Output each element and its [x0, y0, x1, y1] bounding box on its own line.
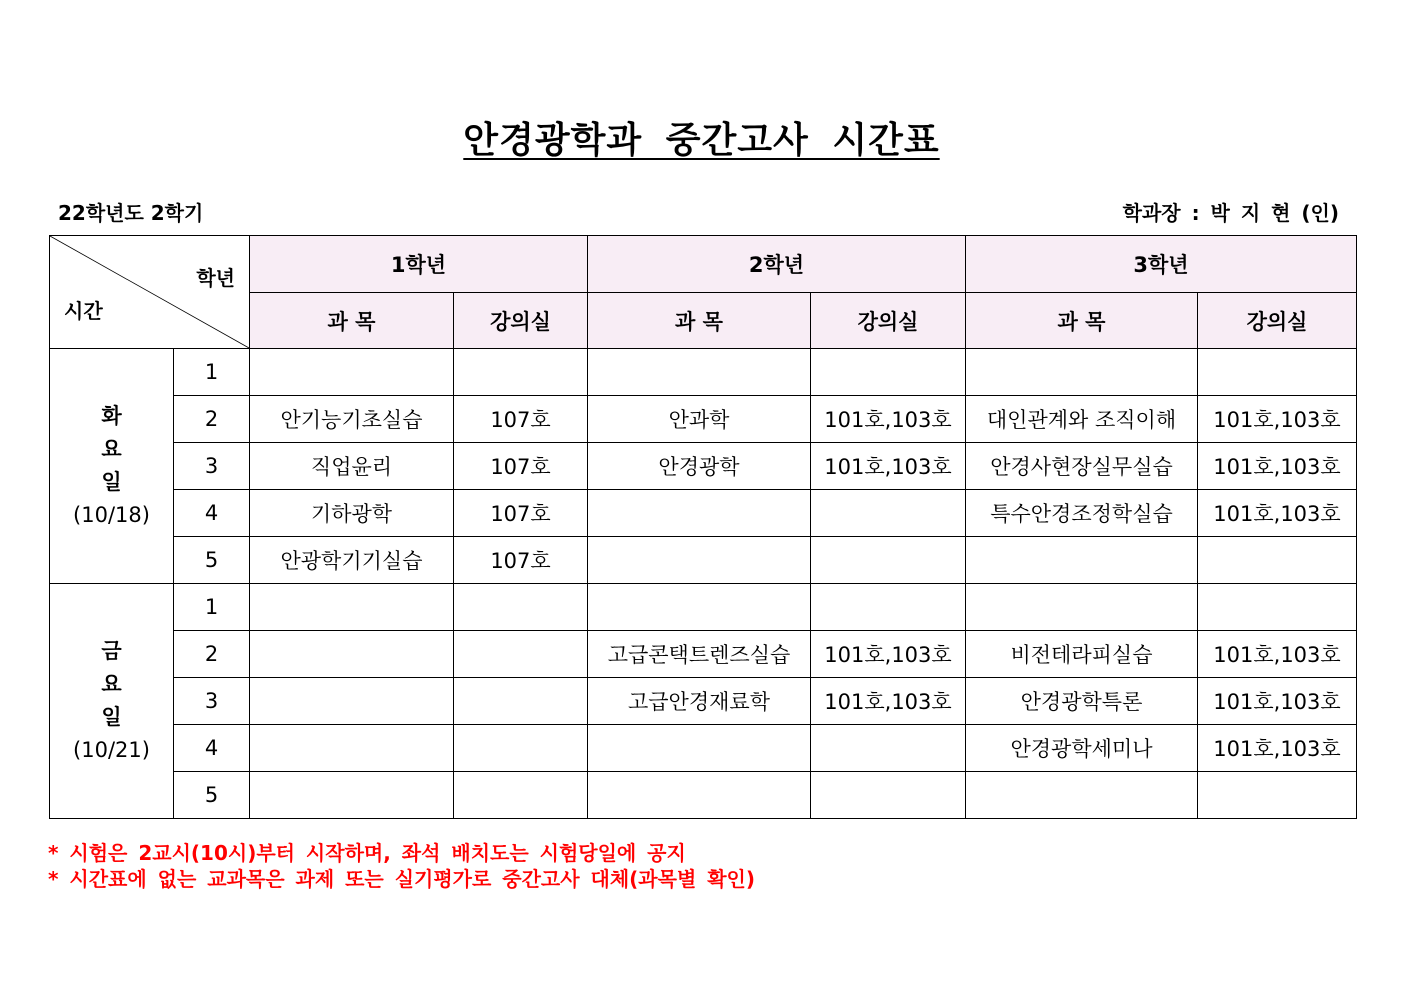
day-char: 화 — [101, 404, 122, 428]
department-head-label: 학과장 : 박 지 현 (인) — [1122, 201, 1339, 225]
subject-cell — [966, 537, 1198, 584]
notes — [48, 840, 755, 892]
room-cell: 107호 — [454, 396, 588, 443]
period-cell: 4 — [174, 490, 250, 537]
day-char: 요 — [101, 437, 122, 461]
room-cell — [811, 584, 966, 631]
subject-header: 과 목 — [250, 293, 454, 349]
table-row — [50, 725, 1357, 772]
subject-cell: 고급안경재료학 — [588, 678, 811, 725]
subject-cell — [588, 584, 811, 631]
subject-cell: 대인관계와 조직이해 — [966, 396, 1198, 443]
room-header: 강의실 — [811, 293, 966, 349]
room-cell: 101호,103호 — [1198, 396, 1357, 443]
room-cell: 101호,103호 — [811, 443, 966, 490]
room-cell: 101호,103호 — [1198, 490, 1357, 537]
exam-timetable — [49, 235, 1357, 819]
room-header: 강의실 — [1198, 293, 1357, 349]
room-cell: 101호,103호 — [811, 631, 966, 678]
table-row — [50, 584, 1357, 631]
subject-cell: 고급콘택트렌즈실습 — [588, 631, 811, 678]
subject-cell: 기하광학 — [250, 490, 454, 537]
grade-header-1: 1학년 — [250, 236, 588, 293]
subject-cell: 특수안경조정학실습 — [966, 490, 1198, 537]
subject-cell: 직업윤리 — [250, 443, 454, 490]
period-cell: 4 — [174, 725, 250, 772]
subject-header: 과 목 — [588, 293, 811, 349]
room-cell — [811, 537, 966, 584]
subject-cell — [966, 349, 1198, 396]
room-cell: 107호 — [454, 537, 588, 584]
room-cell: 107호 — [454, 443, 588, 490]
subject-cell: 안광학기기실습 — [250, 537, 454, 584]
subject-cell — [250, 678, 454, 725]
room-cell: 101호,103호 — [1198, 631, 1357, 678]
room-cell — [454, 725, 588, 772]
day-cell — [50, 584, 174, 819]
note-line: * 시험은 2교시(10시)부터 시작하며, 좌석 배치도는 시험당일에 공지 — [48, 841, 686, 865]
subject-cell — [588, 349, 811, 396]
subject-cell — [250, 772, 454, 819]
table-row — [50, 631, 1357, 678]
subject-cell: 안경광학세미나 — [966, 725, 1198, 772]
day-cell — [50, 349, 174, 584]
day-char: 금 — [101, 639, 122, 663]
room-cell — [811, 725, 966, 772]
room-cell — [454, 349, 588, 396]
subject-cell: 안경광학특론 — [966, 678, 1198, 725]
room-cell — [1198, 772, 1357, 819]
period-cell: 2 — [174, 631, 250, 678]
subject-cell: 비전테라피실습 — [966, 631, 1198, 678]
day-date: (10/18) — [73, 503, 150, 527]
header-corner-cell — [50, 236, 250, 349]
room-header: 강의실 — [454, 293, 588, 349]
subject-cell — [250, 725, 454, 772]
subject-cell — [588, 490, 811, 537]
room-cell: 101호,103호 — [1198, 443, 1357, 490]
grade-axis-label: 학년 — [196, 266, 235, 290]
subject-cell: 안경광학 — [588, 443, 811, 490]
day-char: 일 — [101, 470, 122, 494]
room-cell: 107호 — [454, 490, 588, 537]
subject-cell: 안기능기초실습 — [250, 396, 454, 443]
day-char: 일 — [101, 705, 122, 729]
subject-cell — [250, 349, 454, 396]
period-cell: 5 — [174, 772, 250, 819]
subject-cell: 안과학 — [588, 396, 811, 443]
semester-label: 22학년도 2학기 — [58, 201, 204, 225]
subject-header: 과 목 — [966, 293, 1198, 349]
grade-header-3: 3학년 — [966, 236, 1357, 293]
grade-header-2: 2학년 — [588, 236, 966, 293]
table-row — [50, 678, 1357, 725]
note-line: * 시간표에 없는 교과목은 과제 또는 실기평가로 중간고사 대체(과목별 확인) — [48, 867, 756, 891]
period-cell: 3 — [174, 678, 250, 725]
subject-cell — [588, 725, 811, 772]
room-cell: 101호,103호 — [811, 678, 966, 725]
room-cell — [811, 490, 966, 537]
room-cell: 101호,103호 — [1198, 678, 1357, 725]
period-cell: 1 — [174, 584, 250, 631]
table-row — [50, 349, 1357, 396]
subject-cell — [588, 537, 811, 584]
table-row — [50, 396, 1357, 443]
room-cell — [454, 584, 588, 631]
page-title: 안경광학과 중간고사 시간표 — [463, 120, 940, 161]
room-cell — [1198, 349, 1357, 396]
room-cell — [811, 349, 966, 396]
table-row — [50, 537, 1357, 584]
subject-cell — [588, 772, 811, 819]
subject-cell — [966, 584, 1198, 631]
room-cell — [1198, 537, 1357, 584]
room-cell: 101호,103호 — [811, 396, 966, 443]
subject-cell: 안경사현장실무실습 — [966, 443, 1198, 490]
subject-cell — [250, 584, 454, 631]
period-cell: 2 — [174, 396, 250, 443]
room-cell: 101호,103호 — [1198, 725, 1357, 772]
subject-cell — [250, 631, 454, 678]
room-cell — [454, 678, 588, 725]
table-row — [50, 490, 1357, 537]
subject-cell — [966, 772, 1198, 819]
room-cell — [454, 772, 588, 819]
period-cell: 5 — [174, 537, 250, 584]
room-cell — [454, 631, 588, 678]
table-row — [50, 443, 1357, 490]
time-axis-label: 시간 — [64, 299, 103, 323]
day-date: (10/21) — [73, 738, 150, 762]
period-cell: 1 — [174, 349, 250, 396]
period-cell: 3 — [174, 443, 250, 490]
room-cell — [1198, 584, 1357, 631]
room-cell — [811, 772, 966, 819]
table-row — [50, 772, 1357, 819]
day-char: 요 — [101, 672, 122, 696]
